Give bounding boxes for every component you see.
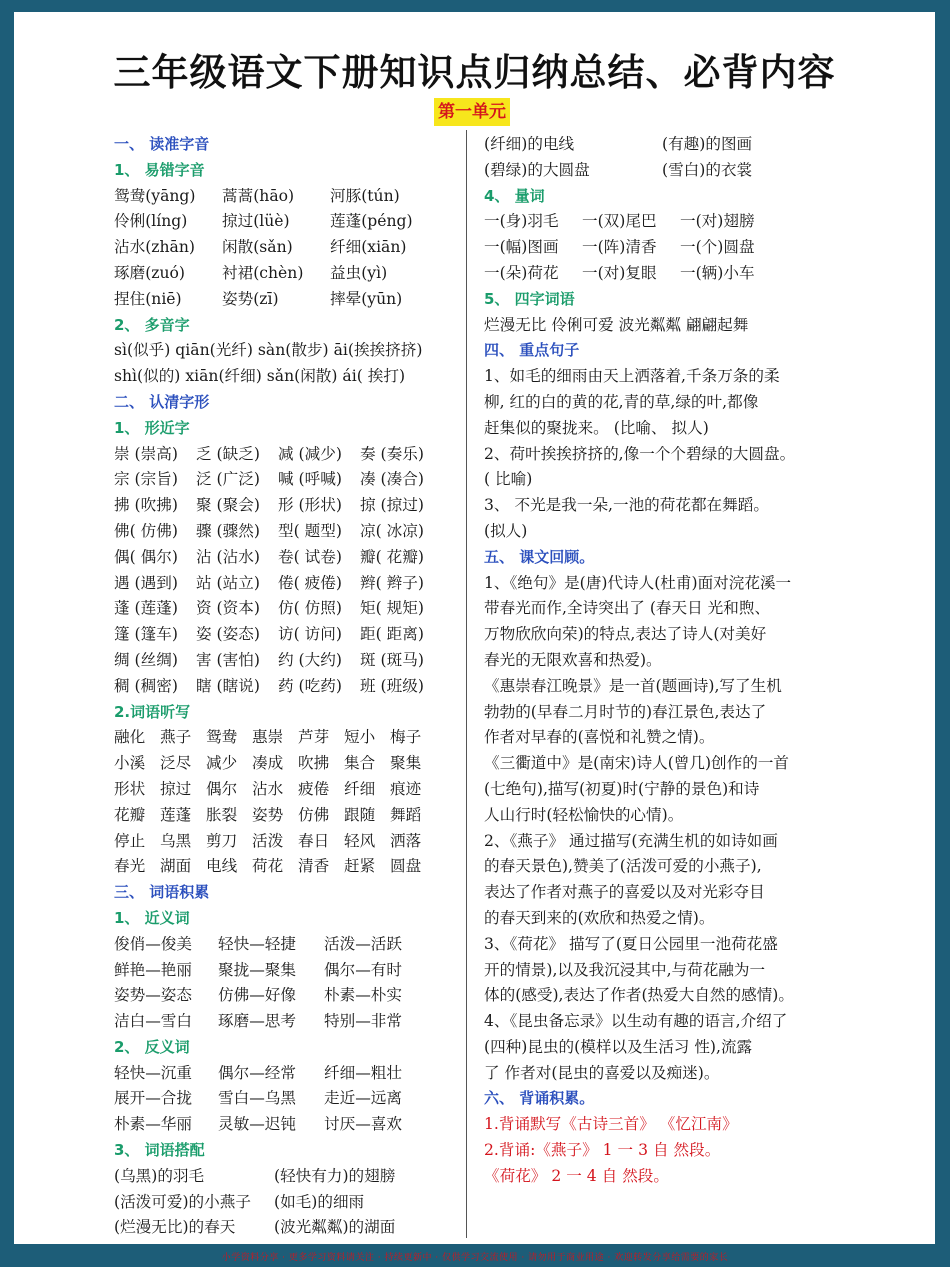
xingjin-item: 害 (害怕): [196, 650, 260, 669]
pinyin-item: 掠过(lüè): [222, 212, 290, 231]
word-pair: 轻快—沉重: [114, 1063, 192, 1082]
xingjin-row: [114, 648, 454, 674]
section-heading: 一、 读准字音: [114, 135, 210, 153]
xingjin-item: 形 (形状): [278, 496, 342, 515]
pinyin-item: 沾水(zhān): [114, 238, 195, 257]
xingjin-item: 篷 (篷车): [114, 625, 178, 644]
duoyin-line: shì(似的) xiān(纤细) sǎn(闲散) ái( 挨打): [114, 367, 406, 386]
word-pair: 讨厌—喜欢: [324, 1115, 402, 1134]
collocation: (波光粼粼)的湖面: [274, 1218, 396, 1237]
collocation: (乌黑)的羽毛: [114, 1166, 205, 1185]
subsection-heading: 2.词语听写: [114, 702, 191, 721]
left-column: [114, 132, 454, 1241]
pinyin-row: [114, 235, 454, 261]
measure-word: 一(阵)清香: [582, 238, 657, 257]
collocation: (雪白)的衣裳: [662, 160, 753, 179]
measure-word: 一(身)羽毛: [484, 212, 559, 231]
tingxie-row: [114, 829, 454, 855]
text-line: 2、《燕子》 通过描写(充满生机的如诗如画: [484, 831, 778, 850]
xingjin-list: [114, 442, 454, 700]
word: 减少: [206, 754, 238, 773]
section-heading: 五、 课文回顾。: [484, 547, 595, 566]
word-pair: 活泼—活跃: [324, 934, 402, 953]
word: 鸳鸯: [206, 728, 238, 747]
text-line: (四种)昆虫的(模样以及生活习 性),流露: [484, 1037, 753, 1056]
pinyin-item: 衬裙(chèn): [222, 263, 304, 282]
xingjin-row: [114, 545, 454, 571]
word-pair: 特别—非常: [324, 1012, 402, 1031]
jinyi-list: [114, 932, 454, 1035]
text-line: 作者对早春的(喜悦和礼赞之情)。: [484, 728, 715, 747]
pinyin-row: [114, 209, 454, 235]
liangci-row: [484, 209, 834, 235]
xingjin-item: 凑 (凑合): [360, 470, 424, 489]
word-pair: 仿佛—好像: [218, 986, 296, 1005]
word: 剪刀: [206, 831, 238, 850]
word: 洒落: [390, 831, 422, 850]
word: 轻风: [344, 831, 376, 850]
text-line: 体的(感受),表达了作者(热爱大自然的感情)。: [484, 986, 794, 1005]
jinyi-row: [114, 958, 454, 984]
pinyin-item: 伶俐(líng): [114, 212, 188, 231]
tingxie-list: [114, 725, 454, 880]
document-page: [14, 12, 935, 1244]
text-line: 的春天到来的(欢欣和热爱之情)。: [484, 908, 715, 927]
xingjin-item: 型( 题型): [278, 521, 342, 540]
measure-word: 一(双)尾巴: [582, 212, 657, 231]
collocation: (如毛)的细雨: [274, 1192, 365, 1211]
word-pair: 偶尔—有时: [324, 960, 402, 979]
xingjin-item: 资 (资本): [196, 599, 260, 618]
recite-line: 2.背诵:《燕子》 1 一 3 自 然段。: [484, 1141, 721, 1160]
text-line: 2、荷叶挨挨挤挤的,像一个个碧绿的大圆盘。: [484, 444, 796, 463]
word: 痕迹: [390, 779, 422, 798]
collocation: (轻快有力)的翅膀: [274, 1166, 396, 1185]
section-heading: 六、 背诵积累。: [484, 1089, 595, 1108]
xingjin-item: 偶( 偶尔): [114, 547, 178, 566]
word-pair: 鲜艳—艳丽: [114, 960, 192, 979]
xingjin-item: 蓬 (莲蓬): [114, 599, 178, 618]
subsection-heading: 1、 易错字音: [114, 160, 205, 179]
word: 掠过: [160, 779, 192, 798]
collocation: (活泼可爱)的小燕子: [114, 1192, 251, 1211]
word: 停止: [114, 831, 146, 850]
text-line: 4、《昆虫备忘录》以生动有趣的语言,介绍了: [484, 1012, 788, 1031]
word-pair: 走近—远离: [324, 1089, 402, 1108]
word-pair: 朴素—朴实: [324, 986, 402, 1005]
text-line: 1、如毛的细雨由天上洒落着,千条万条的柔: [484, 367, 780, 386]
word: 乌黑: [160, 831, 192, 850]
jinyi-row: [114, 932, 454, 958]
word: 聚集: [390, 754, 422, 773]
collocation: (碧绿)的大圆盘: [484, 160, 590, 179]
word: 清香: [298, 857, 330, 876]
text-line: 了 作者对(昆虫的喜爱以及痴迷)。: [484, 1063, 720, 1082]
subsection-heading: 1、 形近字: [114, 418, 190, 437]
pinyin-item: 琢磨(zuó): [114, 263, 186, 282]
word: 姿势: [252, 805, 284, 824]
tingxie-row: [114, 777, 454, 803]
text-line: 人山行时(轻松愉快的心情)。: [484, 805, 684, 824]
xingjin-item: 访( 访问): [278, 625, 342, 644]
dapei-list: [114, 1164, 454, 1241]
text-line: 表达了作者对燕子的喜爱以及对光彩夺目: [484, 883, 765, 902]
text-line: 赶集似的聚拢来。 (比喻、 拟人): [484, 418, 709, 437]
xingjin-row: [114, 622, 454, 648]
word: 赶紧: [344, 857, 376, 876]
section-heading: 四、 重点句子: [484, 341, 580, 360]
word-pair: 琢磨—思考: [218, 1012, 296, 1031]
xingjin-item: 泛 (广泛): [196, 470, 260, 489]
section-heading: 二、 认清字形: [114, 392, 210, 411]
text-line: 带春光而作,全诗突出了 (春天日 光和煦、: [484, 599, 771, 618]
word-pair: 灵敏—迟钝: [218, 1115, 296, 1134]
duoyin-line: sì(似乎) qiān(光纤) sàn(散步) āi(挨挨挤挤): [114, 341, 423, 360]
text-line: 《惠崇春江晚景》是一首(题画诗),写了生机: [484, 676, 782, 695]
key-sentences: [484, 364, 834, 545]
xingjin-row: [114, 493, 454, 519]
pinyin-item: 捏住(niē): [114, 289, 182, 308]
xingjin-row: [114, 442, 454, 468]
word: 融化: [114, 728, 146, 747]
measure-word: 一(幅)图画: [484, 238, 559, 257]
word: 春光: [114, 857, 146, 876]
dapei-row: [484, 132, 834, 158]
text-line: (拟人): [484, 521, 528, 540]
tingxie-row: [114, 803, 454, 829]
pinyin-item: 闲散(sǎn): [222, 238, 293, 257]
text-line: 万物欣欣向荣)的特点,表达了诗人(对美好: [484, 625, 767, 644]
column-divider: [466, 130, 467, 1238]
word-pair: 雪白—乌黑: [218, 1089, 296, 1108]
word: 疲倦: [298, 779, 330, 798]
liangci-row: [484, 261, 834, 287]
word: 集合: [344, 754, 376, 773]
xingjin-item: 倦( 疲倦): [278, 573, 342, 592]
recite-line: 1.背诵默写《古诗三首》 《忆江南》: [484, 1115, 738, 1134]
xingjin-item: 矩( 规矩): [360, 599, 424, 618]
xingjin-item: 瞎 (瞎说): [196, 676, 260, 695]
footer-notice: 小学资料分享 · 更多学习资料请关注 · 持续更新中 · 仅供学习交流使用 · 请勿用于商业用途 · 欢迎转发分享给需要的家长: [221, 1253, 729, 1263]
xingjin-item: 奏 (奏乐): [360, 444, 424, 463]
text-line: ( 比喻): [484, 470, 533, 489]
measure-word: 一(对)翅膀: [680, 212, 755, 231]
word: 仿佛: [298, 805, 330, 824]
xingjin-item: 瓣( 花瓣): [360, 547, 424, 566]
word: 莲蓬: [160, 805, 192, 824]
subsection-heading: 3、 词语搭配: [114, 1141, 205, 1160]
text-line: 3、 不光是我一朵,一池的荷花都在舞蹈。: [484, 496, 769, 515]
xingjin-row: [114, 571, 454, 597]
xingjin-item: 拂 (吹拂): [114, 496, 178, 515]
xingjin-item: 站 (站立): [196, 573, 260, 592]
pinyin-row: [114, 261, 454, 287]
xingjin-item: 辫( 辫子): [360, 573, 424, 592]
word: 梅子: [390, 728, 422, 747]
word: 跟随: [344, 805, 376, 824]
word-pair: 洁白—雪白: [114, 1012, 192, 1031]
xingjin-item: 姿 (姿态): [196, 625, 260, 644]
measure-word: 一(辆)小车: [680, 263, 755, 282]
xingjin-item: 减 (减少): [278, 444, 342, 463]
word-pair: 朴素—华丽: [114, 1115, 192, 1134]
dapei-row: [114, 1164, 454, 1190]
pinyin-item: 益虫(yì): [330, 263, 388, 282]
xingjin-row: [114, 467, 454, 493]
text-line: 《三衢道中》是(南宋)诗人(曾几)创作的一首: [484, 754, 790, 773]
xingjin-row: [114, 519, 454, 545]
tingxie-row: [114, 725, 454, 751]
dapei-row: [114, 1190, 454, 1216]
measure-word: 一(个)圆盘: [680, 238, 755, 257]
dapei-row: [484, 158, 834, 184]
subsection-heading: 2、 反义词: [114, 1037, 190, 1056]
word: 荷花: [252, 857, 284, 876]
word: 形状: [114, 779, 146, 798]
word: 花瓣: [114, 805, 146, 824]
word: 泛尽: [160, 754, 192, 773]
text-line: 3、《荷花》 描写了(夏日公园里一池荷花盛: [484, 934, 778, 953]
text-line: 春光的无限欢喜和热爱)。: [484, 650, 662, 669]
xingjin-item: 宗 (宗旨): [114, 470, 178, 489]
pinyin-row: [114, 287, 454, 313]
word: 湖面: [160, 857, 192, 876]
pinyin-row: [114, 184, 454, 210]
pinyin-item: 鸳鸯(yāng): [114, 186, 196, 205]
right-column: [484, 132, 834, 1190]
word: 圆盘: [390, 857, 422, 876]
unit-badge: 第一单元: [434, 98, 510, 126]
collocation: (有趣)的图画: [662, 135, 753, 153]
pinyin-item: 纤细(xiān): [330, 238, 407, 257]
collocation: (烂漫无比)的春天: [114, 1218, 236, 1237]
fanyi-list: [114, 1061, 454, 1138]
subsection-heading: 5、 四字词语: [484, 289, 575, 308]
subsection-heading: 1、 近义词: [114, 908, 190, 927]
xingjin-item: 距( 距离): [360, 625, 424, 644]
xingjin-item: 喊 (呼喊): [278, 470, 342, 489]
xingjin-row: [114, 674, 454, 700]
word: 偶尔: [206, 779, 238, 798]
jinyi-row: [114, 983, 454, 1009]
xingjin-item: 沾 (沾水): [196, 547, 260, 566]
pinyin-item: 莲蓬(péng): [330, 212, 413, 231]
word: 燕子: [160, 728, 192, 747]
tingxie-row: [114, 751, 454, 777]
xingjin-item: 凉( 冰凉): [360, 521, 424, 540]
text-line: 柳, 红的白的黄的花,青的草,绿的叶,都像: [484, 392, 759, 411]
text-line: (七绝句),描写(初夏)时(宁静的景色)和诗: [484, 779, 760, 798]
word-pair: 轻快—轻捷: [218, 934, 296, 953]
pinyin-list: [114, 184, 454, 313]
xingjin-item: 乏 (缺乏): [196, 444, 260, 463]
word-pair: 偶尔—经常: [218, 1063, 296, 1082]
word: 纤细: [344, 779, 376, 798]
subsection-heading: 2、 多音字: [114, 315, 190, 334]
liangci-row: [484, 235, 834, 261]
text-line: 开的情景),以及我沉浸其中,与荷花融为一: [484, 960, 766, 979]
word-pair: 俊俏—俊美: [114, 934, 192, 953]
xingjin-item: 绸 (丝绸): [114, 650, 178, 669]
pinyin-item: 蒿蒿(hāo): [222, 186, 295, 205]
word-pair: 姿势—姿态: [114, 986, 192, 1005]
pinyin-item: 姿势(zī): [222, 289, 279, 308]
collocation: (纤细)的电线: [484, 135, 575, 153]
word: 舞蹈: [390, 805, 422, 824]
xingjin-item: 卷( 试卷): [278, 547, 342, 566]
text-line: 的春天景色),赞美了(活泼可爱的小燕子),: [484, 857, 762, 876]
word: 活泼: [252, 831, 284, 850]
measure-word: 一(对)复眼: [582, 263, 657, 282]
xingjin-item: 斑 (斑马): [360, 650, 424, 669]
xingjin-item: 佛( 仿佛): [114, 521, 178, 540]
subsection-heading: 4、 量词: [484, 186, 545, 205]
recite-line: 《荷花》 2 一 4 自 然段。: [484, 1166, 669, 1185]
tingxie-row: [114, 854, 454, 880]
xingjin-item: 约 (大约): [278, 650, 342, 669]
section-heading: 三、 词语积累: [114, 883, 210, 902]
dapei-row: [114, 1215, 454, 1241]
xingjin-item: 遇 (遇到): [114, 573, 178, 592]
word-pair: 展开—合拢: [114, 1089, 192, 1108]
word: 惠崇: [252, 728, 284, 747]
four-char-words: 烂漫无比 伶俐可爱 波光粼粼 翩翩起舞: [484, 315, 749, 334]
jinyi-row: [114, 1009, 454, 1035]
xingjin-item: 掠 (掠过): [360, 496, 424, 515]
word-pair: 聚拢—聚集: [218, 960, 296, 979]
word: 小溪: [114, 754, 146, 773]
text-line: 勃勃的(早春二月时节的)春江景色,表达了: [484, 702, 767, 721]
fanyi-row: [114, 1112, 454, 1138]
xingjin-item: 骤 (骤然): [196, 521, 260, 540]
word: 沾水: [252, 779, 284, 798]
pinyin-item: 摔晕(yūn): [330, 289, 403, 308]
xingjin-row: [114, 596, 454, 622]
word: 短小: [344, 728, 376, 747]
word-pair: 纤细—粗壮: [324, 1063, 402, 1082]
xingjin-item: 崇 (崇高): [114, 444, 178, 463]
word: 凑成: [252, 754, 284, 773]
xingjin-item: 药 (吃药): [278, 676, 342, 695]
word: 胀裂: [206, 805, 238, 824]
measure-word: 一(朵)荷花: [484, 263, 559, 282]
fanyi-row: [114, 1061, 454, 1087]
text-review: [484, 571, 834, 1087]
fanyi-row: [114, 1086, 454, 1112]
xingjin-item: 聚 (聚会): [196, 496, 260, 515]
xingjin-item: 仿( 仿照): [278, 599, 342, 618]
pinyin-item: 河豚(tún): [330, 186, 400, 205]
word: 春日: [298, 831, 330, 850]
word: 吹拂: [298, 754, 330, 773]
word: 电线: [206, 857, 238, 876]
word: 芦芽: [298, 728, 330, 747]
text-line: 1、《绝句》是(唐)代诗人(杜甫)面对浣花溪一: [484, 573, 792, 592]
xingjin-item: 班 (班级): [360, 676, 424, 695]
xingjin-item: 稠 (稠密): [114, 676, 178, 695]
page-title: 三年级语文下册知识点归纳总结、必背内容: [113, 50, 836, 94]
